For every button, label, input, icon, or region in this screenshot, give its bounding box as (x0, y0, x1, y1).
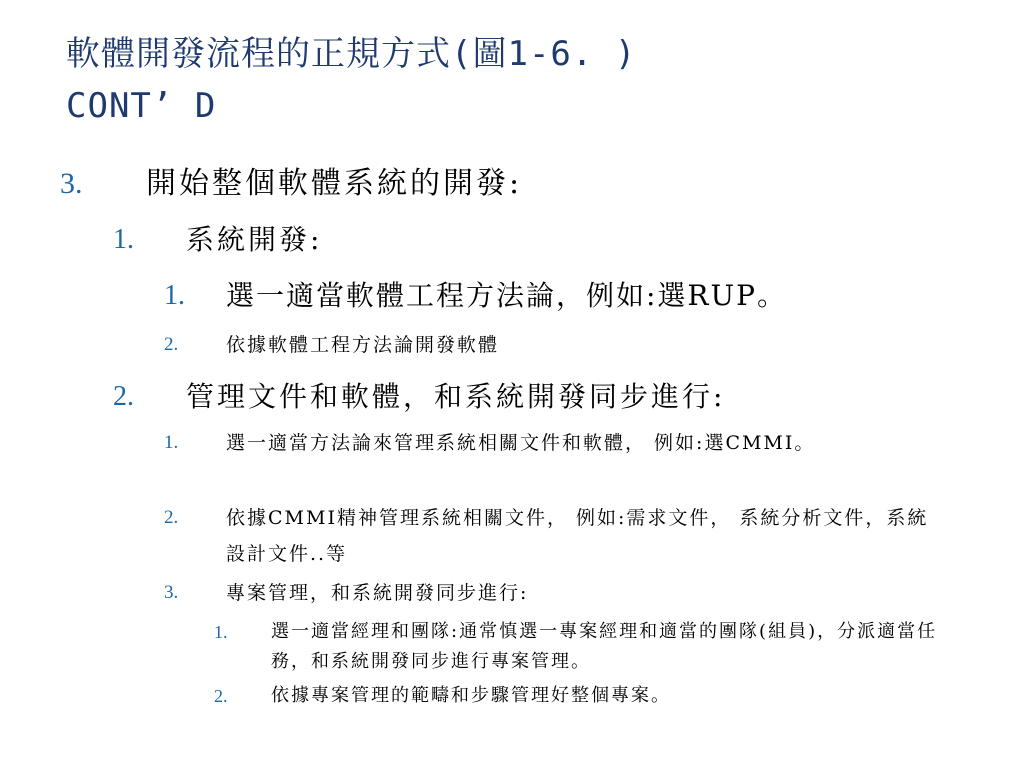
item-number: 3. (60, 167, 83, 200)
item-text: 開始整個軟體系統的開發: (146, 166, 523, 201)
item-text: 選一適當軟體工程方法論，例如:選RUP。 (226, 279, 787, 312)
item-text: 選一適當經理和團隊:通常慎選一專案經理和適當的團隊(組員)，分派適當任務，和系統開發同步進行專案管理。 (271, 621, 938, 672)
item-number: 1. (113, 224, 134, 255)
title-line-2: CONT’ D (66, 86, 217, 126)
item-text: 依據軟體工程方法論開發軟體 (226, 334, 500, 356)
item-number: 1. (214, 622, 228, 642)
item-number: 2. (164, 507, 179, 528)
item-number: 2. (113, 381, 134, 412)
slide-title (66, 28, 966, 132)
item-text: 依據CMMI精神管理系統相關文件， 例如:需求文件， 系統分析文件，系統設計文件..等 (226, 507, 929, 565)
item-number: 2. (164, 334, 179, 355)
item-number: 1. (164, 432, 179, 453)
item-text: 系統開發: (186, 223, 323, 256)
item-text: 選一適當方法論來管理系統相關文件和軟體， 例如:選CMMI。 (226, 432, 816, 454)
item-text: 依據專案管理的範疇和步驟管理好整個專案。 (271, 685, 671, 706)
item-number: 3. (164, 582, 179, 603)
item-number: 1. (164, 280, 185, 311)
item-text: 管理文件和軟體，和系統開發同步進行: (186, 380, 726, 413)
item-text: 專案管理，和系統開發同步進行: (226, 582, 529, 604)
item-number: 2. (214, 686, 228, 706)
title-line-1: 軟體開發流程的正規方式(圖1-6. ) (66, 34, 637, 74)
